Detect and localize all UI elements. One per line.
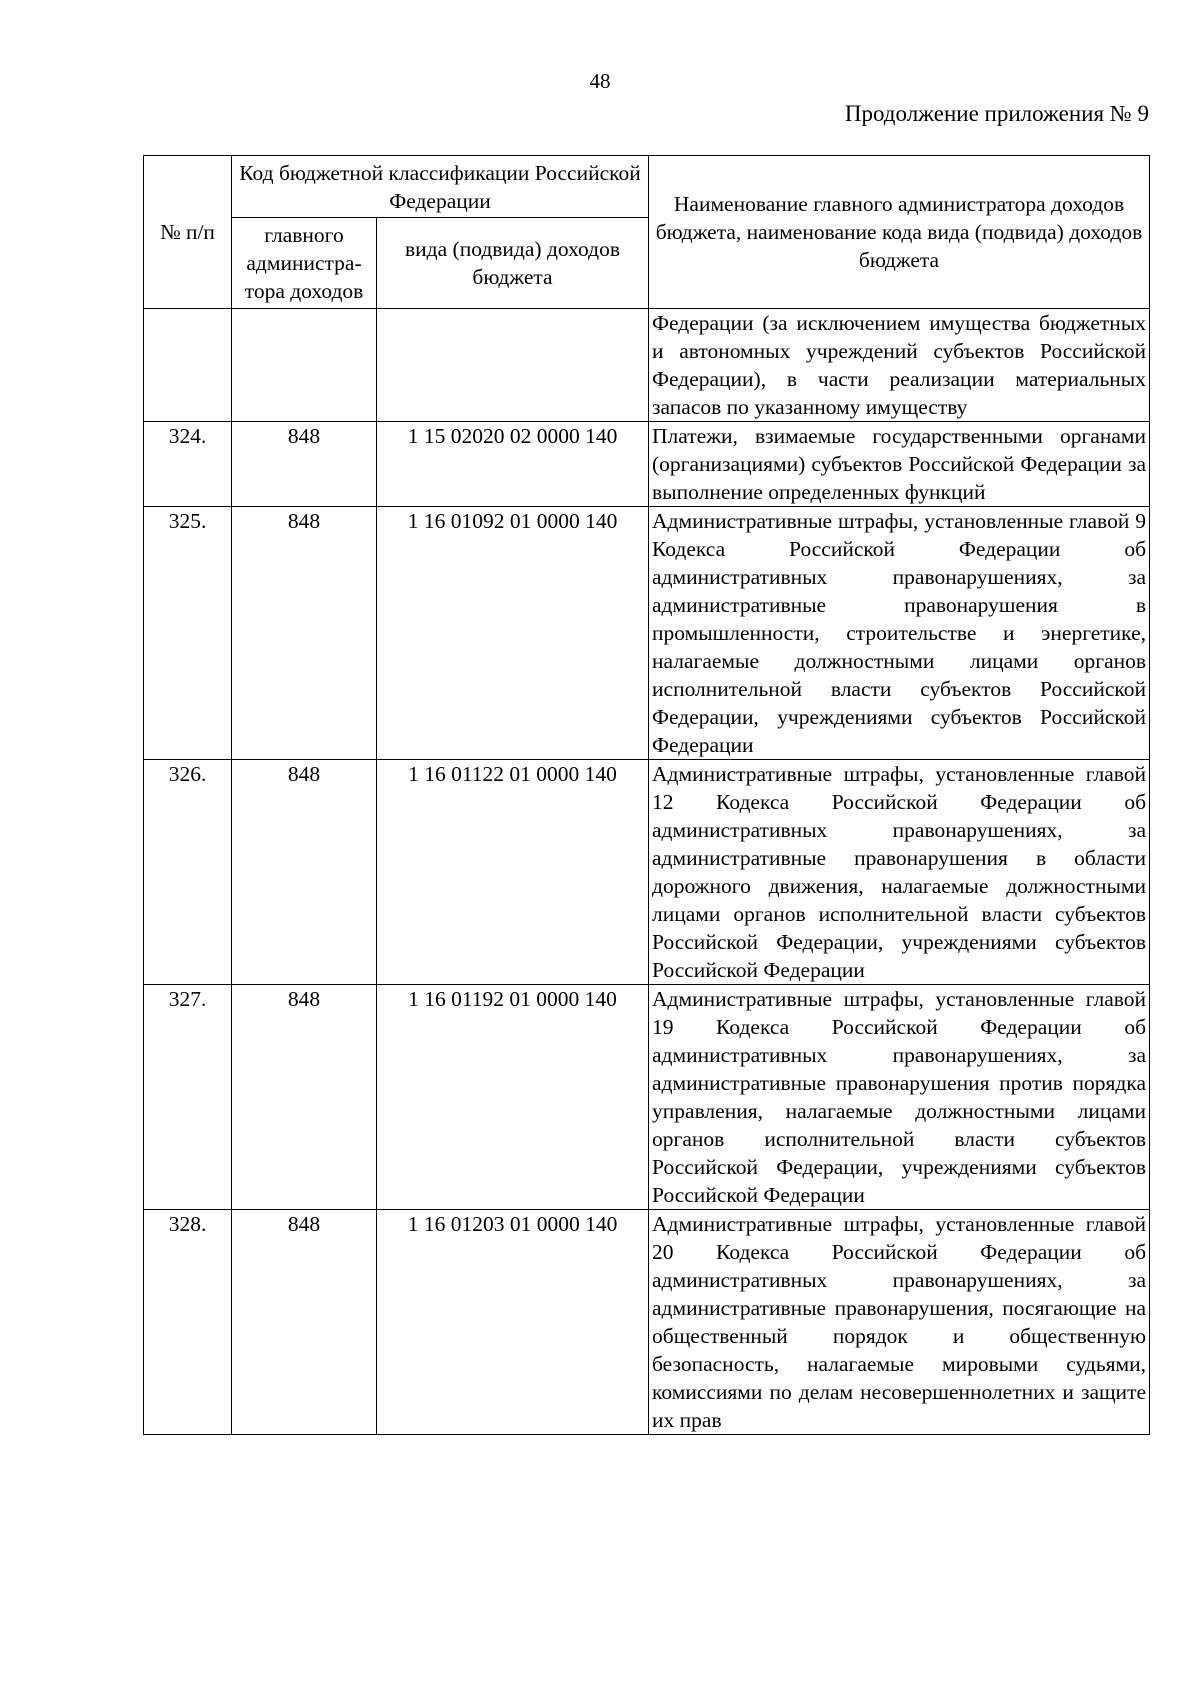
row-income-code: 1 15 02020 02 0000 140 (377, 422, 649, 507)
row-number: 325. (144, 507, 232, 760)
row-name: Административные штрафы, установленные главой 9 Кодекса Российской Федерации об административных правонарушениях, за административные правонарушения в промышленности, строительстве и энергетике, налагаемые должностными лицами органов исполнительной власти субъектов Российской Федерации, учреждениями субъектов Российской Федерации (649, 507, 1150, 760)
row-name: Административные штрафы, установленные главой 19 Кодекса Российской Федерации об административных правонарушениях, за административные правонарушения против порядка управления, налагаемые должностными лицами органов исполнительной власти субъектов Российской Федерации, учреждениями субъектов Российской Федерации (649, 985, 1150, 1210)
appendix-continuation-label: Продолжение приложения № 9 (844, 101, 1149, 126)
table-row (144, 422, 1150, 507)
budget-classification-table (143, 155, 1150, 1435)
row-income-code: 1 16 01122 01 0000 140 (377, 760, 649, 985)
row-admin-code: 848 (232, 1210, 377, 1435)
row-income-code: 1 16 01092 01 0000 140 (377, 507, 649, 760)
row-number (144, 309, 232, 422)
header-name: Наименование главного администратора доходов бюджета, наименование кода вида (подвида) доходов бюджета (649, 156, 1150, 309)
row-admin-code: 848 (232, 985, 377, 1210)
table-row (144, 760, 1150, 985)
row-name: Административные штрафы, установленные главой 12 Кодекса Российской Федерации об административных правонарушениях, за административные правонарушения в области дорожного движения, налагаемые должностными лицами органов исполнительной власти субъектов Российской Федерации, учреждениями субъектов Российской Федерации (649, 760, 1150, 985)
row-admin-code (232, 309, 377, 422)
table-row (144, 507, 1150, 760)
row-name: Платежи, взимаемые государственными органами (организациями) субъектов Российской Федерации за выполнение определенных функций (649, 422, 1150, 507)
row-admin-code: 848 (232, 760, 377, 985)
table-row (144, 309, 1150, 422)
row-income-code: 1 16 01192 01 0000 140 (377, 985, 649, 1210)
row-number: 328. (144, 1210, 232, 1435)
page-number: 48 (589, 69, 611, 93)
row-admin-code: 848 (232, 507, 377, 760)
header-admin: главного администра-тора доходов (232, 218, 377, 309)
row-number: 326. (144, 760, 232, 985)
row-name: Федерации (за исключением имущества бюджетных и автономных учреждений субъектов Российской Федерации), в части реализации материальных запасов по указанному имуществу (649, 309, 1150, 422)
row-admin-code: 848 (232, 422, 377, 507)
table-row (144, 1210, 1150, 1435)
row-number: 324. (144, 422, 232, 507)
row-income-code: 1 16 01203 01 0000 140 (377, 1210, 649, 1435)
header-number: № п/п (144, 156, 232, 309)
row-number: 327. (144, 985, 232, 1210)
header-code-group: Код бюджетной классификации Российской Федерации (232, 156, 649, 218)
row-name: Административные штрафы, установленные главой 20 Кодекса Российской Федерации об административных правонарушениях, за административные правонарушения, посягающие на общественный порядок и общественную безопасность, налагаемые мировыми судьями, комиссиями по делам несовершеннолетних и защите их прав (649, 1210, 1150, 1435)
header-code: вида (подвида) доходов бюджета (377, 218, 649, 309)
row-income-code (377, 309, 649, 422)
table-row (144, 985, 1150, 1210)
